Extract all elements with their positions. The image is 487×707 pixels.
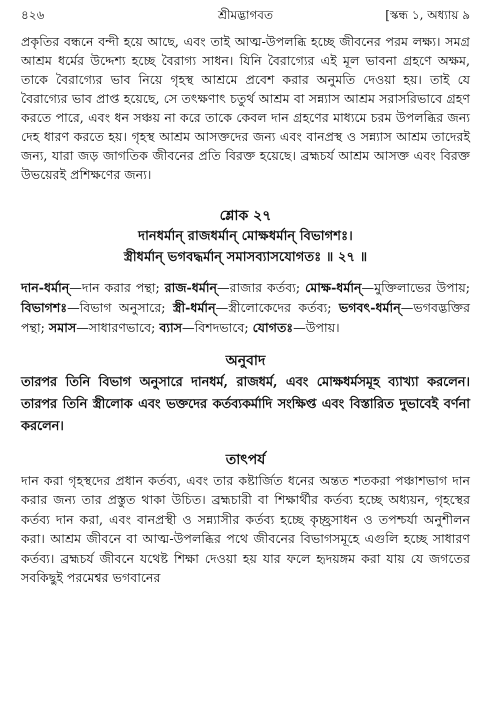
verse-line: দানধর্মান্ রাজধর্মান্ মোক্ষধর্মান্ বিভাগশঃ।	[138, 229, 353, 244]
synonym-word: সমাস	[48, 320, 77, 335]
synonym-separator: —	[182, 320, 195, 335]
page-header	[21, 4, 470, 26]
synonym-meaning: রাজার কর্তব্য;	[229, 280, 301, 295]
book-page	[0, 4, 487, 707]
synonym-meaning: সাধারণভাবে;	[88, 320, 156, 335]
synonym-meaning: বিভাগ অনুসারে;	[79, 300, 166, 315]
synonym-word: দান-ধর্মান্	[21, 280, 70, 295]
page-number: ৪২৬	[21, 8, 45, 22]
synonym-entry	[165, 280, 300, 295]
synonym-entry	[159, 320, 248, 335]
purport-heading: তাৎপর্য	[225, 451, 266, 468]
chapter-reference: [স্কন্ধ ১, অধ্যায় ৯	[385, 8, 470, 22]
synonym-entry	[253, 320, 340, 335]
synonym-word: ব্যাস	[159, 320, 183, 335]
synonym-word: ভগবৎ-ধর্মান্	[338, 300, 401, 315]
synonym-meaning: উপায়।	[305, 320, 340, 335]
synonym-meaning: বিশদভাবে;	[194, 320, 249, 335]
synonym-separator: —	[400, 300, 414, 315]
translation-heading: অনুবাদ	[225, 352, 266, 369]
synonym-entry	[21, 300, 166, 315]
synonym-separator: —	[67, 300, 80, 315]
verse-line: স্ত্রীধর্মান্ ভগবদ্ধর্মান্ সমাসব্যাসযোগতঃ ॥ ২৭ ॥	[123, 250, 368, 265]
synonym-entry	[305, 280, 470, 295]
purport-text: দান করা গৃহস্থদের প্রধান কর্তব্য, এবং তার কষ্টার্জিত ধনের অন্তত শতকরা পঞ্চাশভাগ দান করার জন্য তার প্রস্তুত থাকা উচিত। ব্রহ্মচারী বা শিক্ষার্থীর কর্তব্য হচ্ছে অধ্যয়ন, গৃহস্থের কর্তব্য দান করা, এবং বানপ্রস্থী ও সন্ন্যাসীর কর্তব্য হচ্ছে কৃচ্ছ্রসাধন ও তপশ্চর্যা অনুশীলন করা। আশ্রম জীবনে বা আত্ম-উপলব্ধির পথে জীবনের বিভাগসমূহে এগুলি হচ্ছে সাধারণ কর্তব্য। ব্রহ্মচর্য জীবনে যথেষ্ট শিক্ষা দেওয়া হয় যার ফলে হৃদয়ঙ্গম করা যায় যে জগতের সবকিছুই পরমেশ্বর ভগবানের	[21, 472, 470, 586]
translation-text: তারপর তিনি বিভাগ অনুসারে দানধর্ম, রাজধর্ম, এবং মোক্ষধর্মসমূহ ব্যাখ্যা করলেন। তারপর তিনি স্ত্রীলোক এবং ভক্তদের কর্তব্যকর্মাদি সংক্ষিপ্ত এবং বিস্তারিত দুভাবেই বর্ণনা করলেন।	[21, 374, 470, 434]
synonym-separator: —	[76, 320, 89, 335]
synonym-word: রাজ-ধর্মান্	[164, 280, 217, 295]
intro-paragraph: প্রকৃতির বন্ধনে বন্দী হয়ে আছে, এবং তাই আত্ম-উপলব্ধি হচ্ছে জীবনের পরম লক্ষ্য। সমগ্র আশ্রম ধর্মের উদ্দেশ্য হচ্ছে বৈরাগ্য সাধন। যিনি বৈরাগ্যের এই মূল ভাবনা গ্রহণে অক্ষম, তাকে বৈরাগ্যের ভাব নিয়ে গৃহস্থ আশ্রমে প্রবেশ করার অনুমতি দেওয়া হয়। তাই যে বৈরাগ্যের ভাব প্রাপ্ত হয়েছে, সে তৎক্ষণাৎ চতুর্থ আশ্রম বা সন্ন্যাস আশ্রম সরাসরিভাবে গ্রহণ করতে পারে, এবং ধন সঞ্চয় না করে তাকে কেবল দান গ্রহণের মাধ্যমে চরম উপলব্ধির জন্য দেহ ধারণ করতে হয়। গৃহস্থ আশ্রম আসক্তদের জন্য এবং বানপ্রস্থ ও সন্ন্যাস আশ্রম তাদেরই জন্য, যারা জড় জাগতিক জীবনের প্রতি বিরক্ত হয়েছে। ব্রহ্মচর্য আশ্রম আসক্ত এবং বিরক্ত উভয়েরই প্রশিক্ষণের জন্য।	[21, 34, 470, 182]
synonym-word: বিভাগশঃ	[21, 300, 68, 315]
synonym-meaning: মুক্তিলাভের উপায়;	[374, 280, 470, 295]
synonym-entry	[49, 320, 155, 335]
book-title: শ্রীমদ্ভাগবত	[217, 8, 273, 22]
synonym-separator: —	[217, 280, 230, 295]
synonym-meaning: স্ত্রীলোকেদের কর্তব্য;	[228, 300, 332, 315]
synonym-separator: —	[361, 280, 375, 295]
synonym-word: যোগতঃ	[252, 320, 294, 335]
synonym-entry	[21, 280, 160, 295]
synonym-separator: —	[215, 300, 229, 315]
synonym-entry	[173, 300, 332, 315]
synonym-meaning: দান করার পন্থা;	[81, 280, 160, 295]
verse-heading: শ্লোক ২৭	[219, 208, 272, 224]
synonym-separator: —	[293, 320, 306, 335]
synonym-word: স্ত্রী-ধর্মান্	[172, 300, 216, 315]
synonym-word: মোক্ষ-ধর্মান্	[305, 280, 362, 295]
synonym-separator: —	[69, 280, 82, 295]
synonym-meaning: ভগবদ্ভক্তির পন্থা;	[21, 300, 470, 335]
synonyms-block	[21, 278, 470, 338]
